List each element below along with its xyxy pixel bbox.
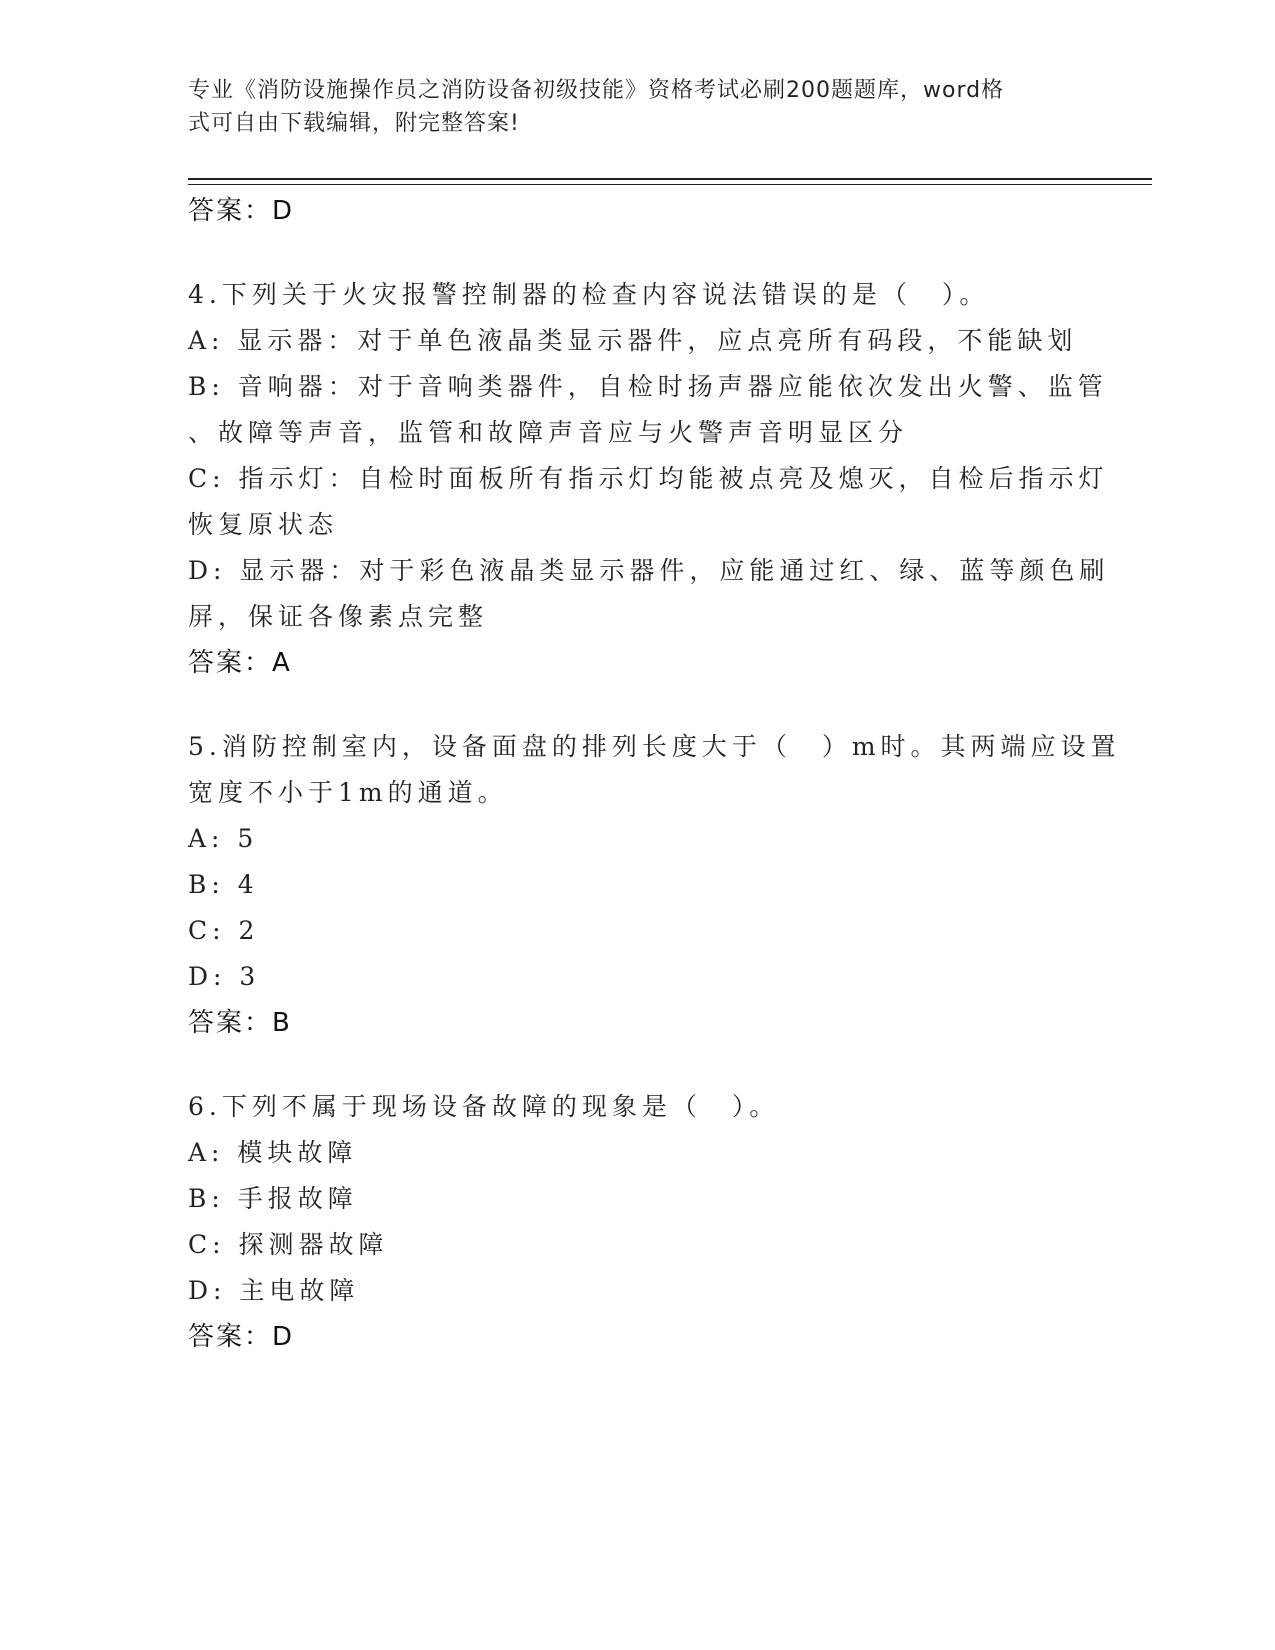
header-divider-thin	[188, 184, 1152, 185]
option-a: A: 5	[188, 824, 259, 853]
option-b-cont: 、故障等声音，监管和故障声音应与火警声音明显区分	[188, 418, 909, 447]
question-stem: 6.下列不属于现场设备故障的现象是（ ）。	[188, 1092, 780, 1121]
spacer	[188, 1046, 1088, 1084]
option-d: D: 显示器：对于彩色液晶类显示器件，应能通过红、绿、蓝等颜色刷	[188, 556, 1110, 585]
option-c-cont: 恢复原状态	[188, 510, 339, 539]
header-line-2: 式可自由下载编辑，附完整答案!	[188, 111, 520, 136]
question-block	[188, 1084, 1088, 1360]
header-line-1: 专业《消防设施操作员之消防设备初级技能》资格考试必刷200题题库，word格	[188, 78, 1005, 103]
document-header	[188, 74, 1078, 140]
question-stem-cont: 宽度不小于1m的通道。	[188, 778, 508, 807]
option-b: B: 音响器：对于音响类器件，自检时扬声器应能依次发出火警、监管	[188, 372, 1108, 401]
option-c: C: 指示灯：自检时面板所有指示灯均能被点亮及熄灭，自检后指示灯	[188, 464, 1109, 493]
answer-label: 答案：D	[188, 1322, 295, 1352]
option-b: B: 4	[188, 870, 259, 899]
option-a: A: 显示器：对于单色液晶类显示器件，应点亮所有码段，不能缺划	[188, 326, 1078, 355]
question-block	[188, 724, 1121, 1046]
option-c: C: 2	[188, 916, 260, 945]
document-body	[188, 188, 1121, 1360]
question-block	[188, 272, 1110, 686]
option-d: D: 主电故障	[188, 1276, 360, 1305]
spacer	[188, 234, 1088, 272]
option-a: A: 模块故障	[188, 1138, 358, 1167]
option-d: D: 3	[188, 962, 261, 991]
question-stem: 4.下列关于火灾报警控制器的检查内容说法错误的是（ ）。	[188, 280, 990, 309]
answer-label: 答案：A	[188, 648, 292, 678]
question-stem: 5.消防控制室内，设备面盘的排列长度大于（ ）m时。其两端应设置	[188, 732, 1121, 761]
previous-answer: 答案：D	[188, 196, 295, 226]
option-b: B: 手报故障	[188, 1184, 358, 1213]
header-divider	[188, 178, 1152, 180]
spacer	[188, 686, 1088, 724]
answer-label: 答案：B	[188, 1008, 292, 1038]
option-c: C: 探测器故障	[188, 1230, 389, 1259]
option-d-cont: 屏，保证各像素点完整	[188, 602, 489, 631]
